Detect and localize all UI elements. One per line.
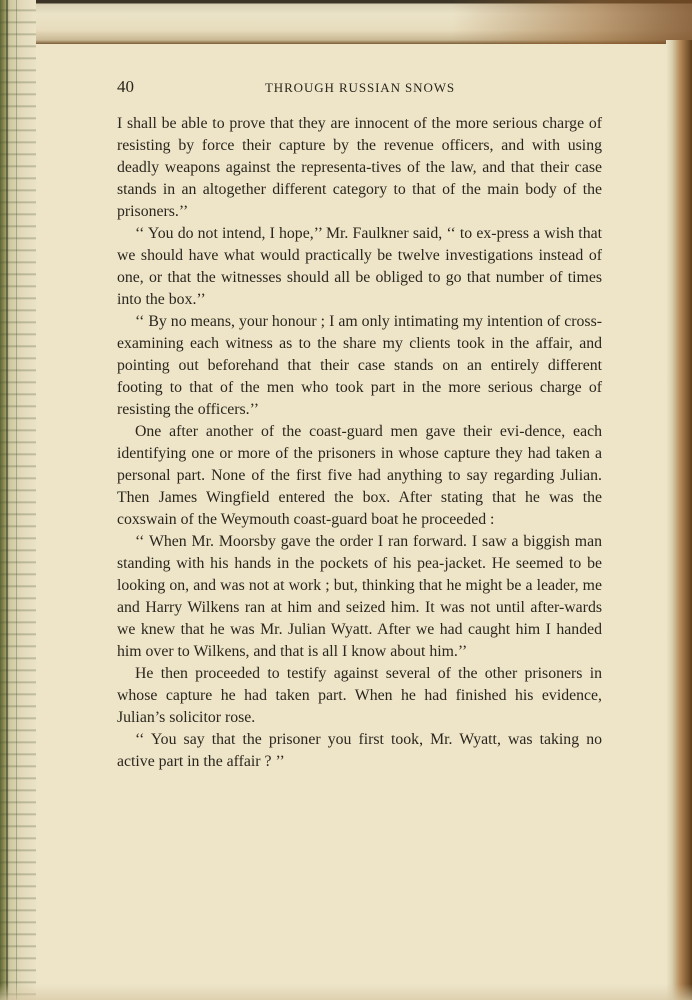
running-head: THROUGH RUSSIAN SNOWS bbox=[264, 80, 456, 95]
paragraph-5: ‘‘ When Mr. Moorsby gave the order I ran forward. I saw a biggish man standing with his hands in the pockets of his pea-jacket. He seemed to be looking on, and was not at work ; but, thinking that he might be a leader, me and Harry Wilkens ran at him and seized him. It was not until after-wards we knew that he was Mr. Julian Wyatt. After we had caught him I handed him over to Wilkens, and that is all I know about him.’’ bbox=[117, 533, 602, 660]
paragraph-2: ‘‘ You do not intend, I hope,’’ Mr. Faulkner said, ‘‘ to ex-press a wish that we should have what would practically be twelve investigations instead of one, or that the witnesses should all be obliged to go that number of times into the box.’’ bbox=[117, 225, 602, 308]
paragraph-3: ‘‘ By no means, your honour ; I am only intimating my intention of cross-examining each witness as to the share my clients took in the affair, and pointing out beforehand that their case stands on an entirely different footing to that of the men who took part in the more serious charge of resisting the officers.’’ bbox=[117, 313, 602, 418]
page-header bbox=[117, 77, 603, 99]
binding-line bbox=[6, 0, 8, 1000]
paragraph-7: ‘‘ You say that the prisoner you first took, Mr. Wyatt, was taking no active part in the affair ? ’’ bbox=[117, 731, 602, 770]
body-text bbox=[117, 113, 602, 773]
paragraph-4: One after another of the coast-guard men gave their evi-dence, each identifying one or more of the prisoners in whose capture they had taken a personal part. None of the first five had anything to say regarding Julian. Then James Wingfield entered the box. After stating that he was the coxswain of the Weymouth coast-guard boat he proceeded : bbox=[117, 423, 602, 528]
page-bottom-edge bbox=[0, 984, 692, 1000]
binding-line-secondary bbox=[16, 0, 17, 1000]
paragraph-6: He then proceeded to testify against several of the other prisoners in whose capture he had taken part. When he had finished his evidence, Julian’s solicitor rose. bbox=[117, 665, 602, 726]
paragraph-1: I shall be able to prove that they are innocent of the more serious charge of resisting by force their capture by the revenue officers, and with using deadly weapons against the representa-tives of the law, and that their case stands in an altogether different category to that of the main body of the prisoners.’’ bbox=[117, 115, 602, 220]
page-right-edge bbox=[666, 40, 692, 1000]
page-number: 40 bbox=[117, 77, 134, 96]
page-top-edge-shadow bbox=[452, 0, 692, 44]
